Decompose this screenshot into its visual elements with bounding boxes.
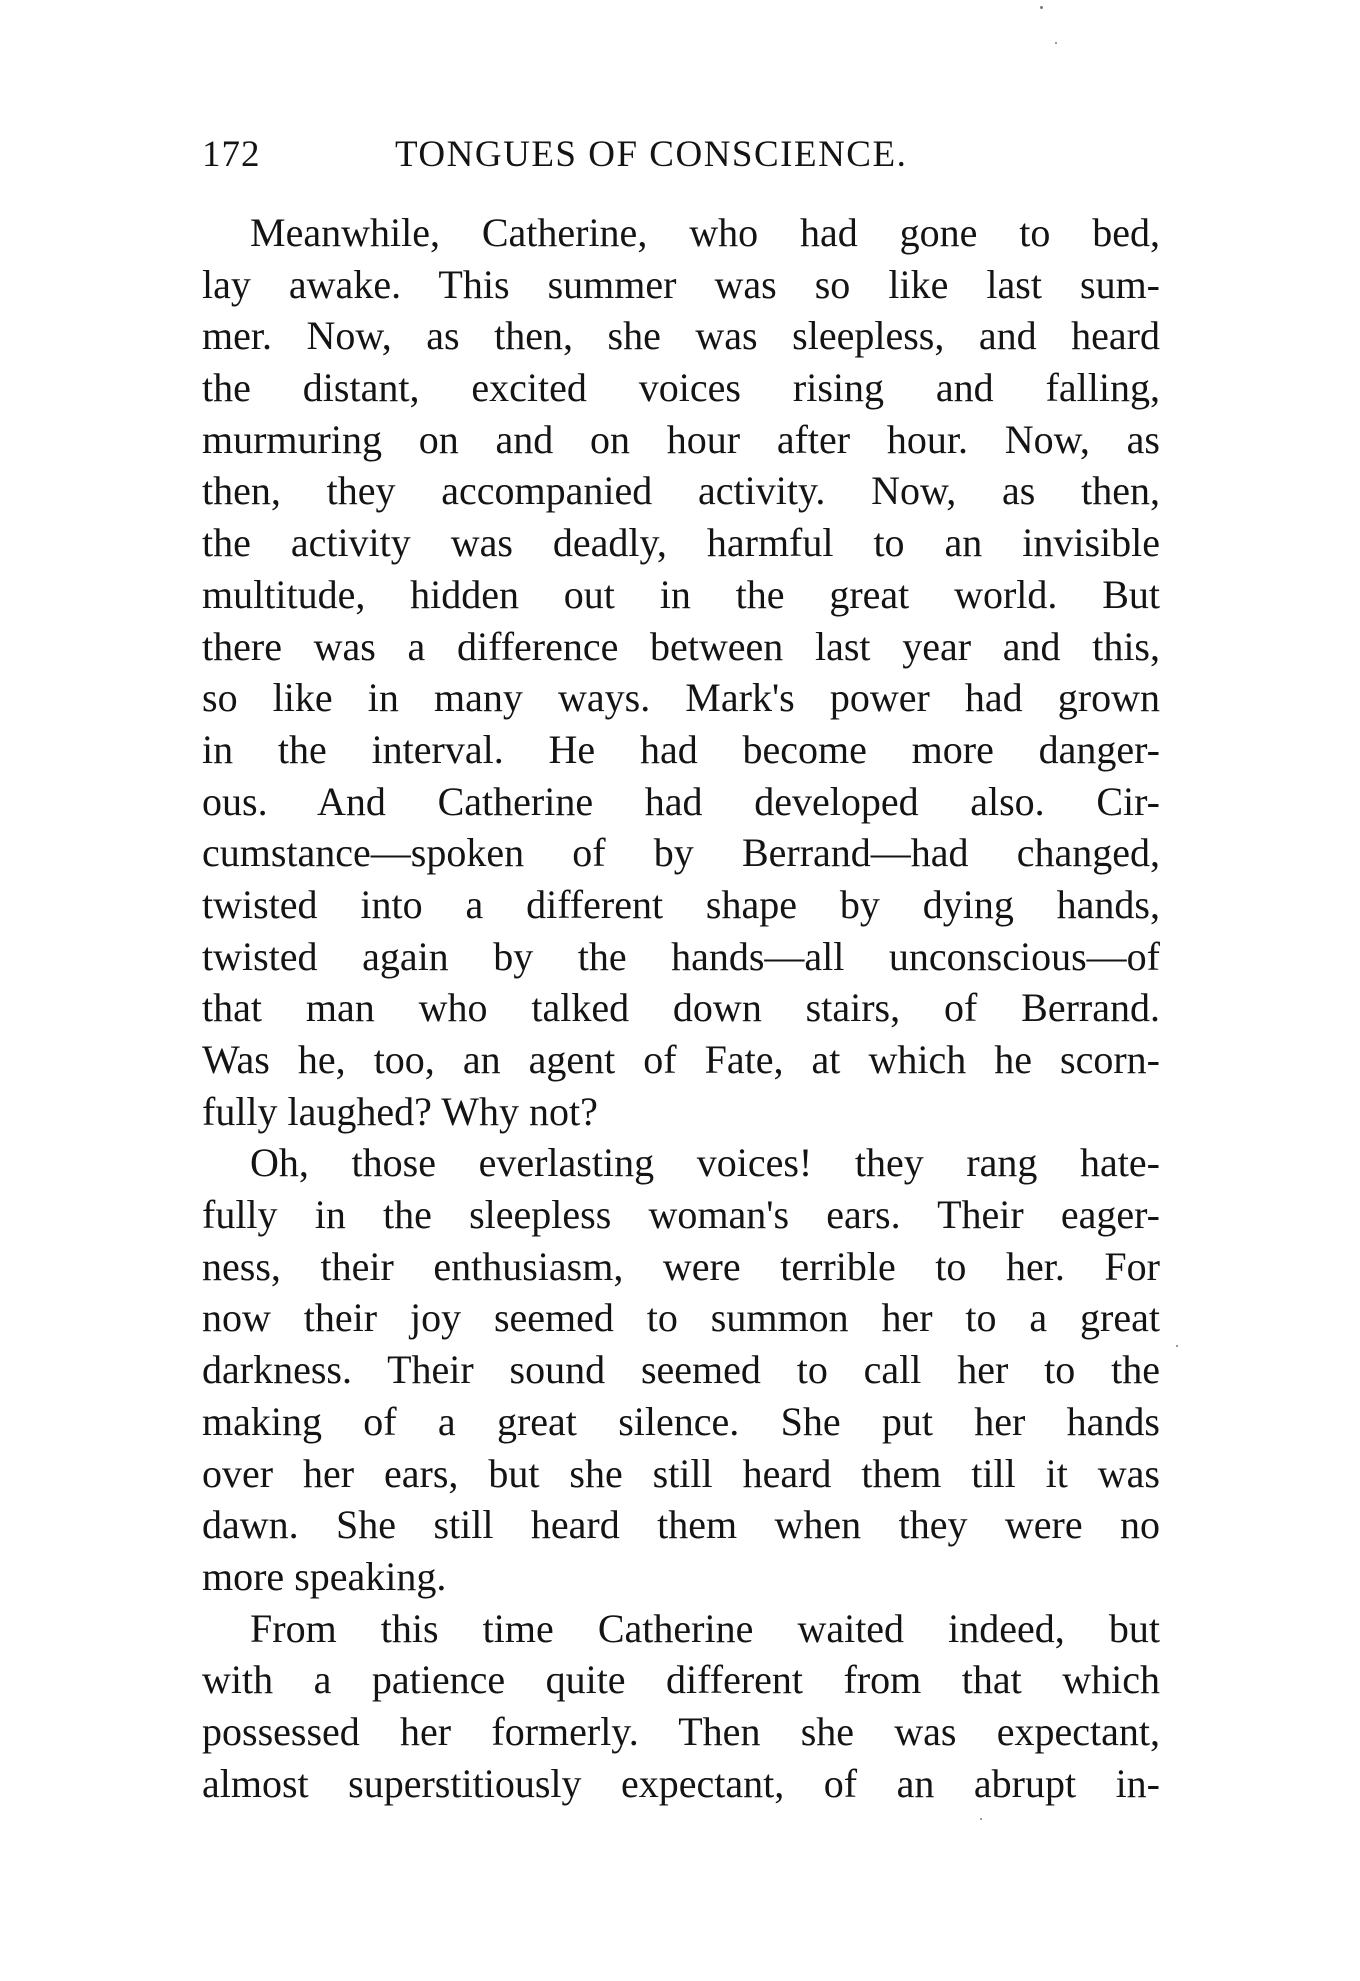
text-line: more speaking. (202, 1553, 447, 1599)
text-line: mer. Now, as then, she was sleepless, and heard (202, 313, 1160, 359)
print-speck (1055, 42, 1057, 44)
text-line: twisted again by the hands—all unconscious—of (202, 933, 1160, 979)
text-line: fully laughed? Why not? (202, 1088, 598, 1134)
text-line: twisted into a different shape by dying hands, (202, 881, 1160, 927)
running-head (202, 133, 1162, 181)
text-line: almost superstitiously expectant, of an abrupt in- (202, 1760, 1160, 1806)
text-line: there was a difference between last year and this, (202, 623, 1160, 669)
text-line: possessed her formerly. Then she was expectant, (202, 1708, 1160, 1754)
print-speck (1040, 6, 1043, 9)
page-number: 172 (202, 134, 261, 175)
print-speck (980, 1818, 982, 1820)
print-speck (1176, 1345, 1178, 1347)
body-text (202, 207, 1160, 1809)
text-line: lay awake. This summer was so like last sum- (202, 261, 1160, 307)
text-line: cumstance—spoken of by Berrand—had changed, (202, 830, 1160, 876)
text-line: Was he, too, an agent of Fate, at which he scorn- (202, 1037, 1160, 1082)
text-line: the distant, excited voices rising and falling, (202, 365, 1160, 411)
running-title: TONGUES OF CONSCIENCE. (395, 134, 908, 175)
text-line: that man who talked down stairs, of Berrand. (202, 985, 1160, 1031)
text-line: the activity was deadly, harmful to an invisible (202, 520, 1160, 566)
text-line: ous. And Catherine had developed also. Cir- (202, 778, 1160, 824)
text-line: multitude, hidden out in the great world. But (202, 571, 1160, 617)
text-line: darkness. Their sound seemed to call her to the (202, 1347, 1160, 1393)
text-line: Oh, those everlasting voices! they rang hate- (250, 1140, 1160, 1186)
text-line: with a patience quite different from that which (202, 1657, 1160, 1703)
text-line: in the interval. He had become more danger- (202, 726, 1160, 772)
text-line: then, they accompanied activity. Now, as then, (202, 468, 1160, 514)
text-line: making of a great silence. She put her hands (202, 1398, 1160, 1444)
text-line: so like in many ways. Mark's power had grown (202, 675, 1160, 721)
text-line: now their joy seemed to summon her to a great (202, 1295, 1160, 1341)
text-line: dawn. She still heard them when they were no (202, 1502, 1160, 1548)
text-line: From this time Catherine waited indeed, but (250, 1605, 1160, 1651)
text-line: fully in the sleepless woman's ears. Their eager- (202, 1192, 1160, 1238)
text-line: over her ears, but she still heard them till it was (202, 1450, 1160, 1496)
text-line: murmuring on and on hour after hour. Now, as (202, 416, 1160, 462)
text-line: ness, their enthusiasm, were terrible to her. For (202, 1243, 1160, 1289)
text-line: Meanwhile, Catherine, who had gone to bed, (250, 210, 1160, 255)
